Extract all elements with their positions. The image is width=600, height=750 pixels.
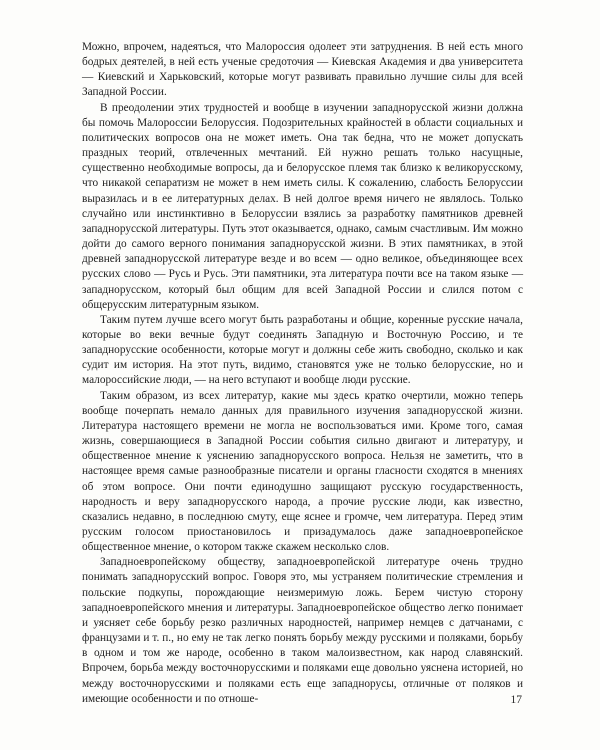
paragraph-2: В преодолении этих трудностей и вообще в изучении западнорусской жизни должна бы помочь Малороссии Белоруссия. Подозрительных крайностей в области социальных и политических вопросов она не может иметь. Она так бедна, что не может допускать праздных теорий, отвлеченных мечтаний. Ей нужно решать только насущные, существенно необходимые вопросы, да и белорусское племя так близко к великорусскому, что никакой сепаратизм не может в нем иметь силы. К сожалению, слабость Белоруссии выразилась и в ее литературных делах. В ней долгое время ничего не являлось. Только случайно или инстинктивно в Белоруссии взялись за разработку памятников древней западнорусской литературы. Путь этот оказывается, однако, самым счастливым. Им можно дойти до самого верного понимания западнорусской жизни. В этих памятниках, в этой древней западнорусской литературе везде и во всем — одно великое, объединяющее всех русских слово — Русь и Русь. Эти памятники, эта литература почти все на таком языке — западнорусском, который был общим для всей Западной России и слился потом с общерусским литературным языком. <box>82 101 523 311</box>
paragraph-5: Западноевропейскому обществу, западноевропейской литературе очень трудно понимать западнорусский вопрос. Говоря это, мы устраняем политические стремления и польские подкупы, порождающие неизмеримую ложь. Берем чистую сторону западноевропейского мнения и литературы. Западноевропейское общество легко понимает и уясняет себе борьбу резко различных народностей, например немцев с датчанами, с французами и т. п., но ему не так легко понять борьбу между русскими и поляками, борьбу в одном и том же народе, особенно в таком малоизвестном, как народ славянский. Впрочем, борьба между восточнорусскими и поляками еще довольно уяснена историей, но между восточнорусскими и поляками есть еще западнорусы, отличные от поляков и имеющие особенности и по отноше- <box>82 556 523 705</box>
page-number: 17 <box>510 694 522 706</box>
paragraph-1: Можно, впрочем, надеяться, что Малороссия одолеет эти затруднения. В ней есть много бодрых деятелей, в ней есть ученые средоточия — Киевская Академия и два университета — Киевский и Харьковский, которые могут развивать правильно лучшие силы для всей Западной России. <box>82 41 523 99</box>
paragraph-4: Таким образом, из всех литератур, какие мы здесь кратко очертили, можно теперь вообще почерпать немало данных для правильного изучения западнорусской жизни. Литература настоящего времени не могла не воспользоваться ими. Кроме того, самая жизнь, совершающиеся в Западной России события сильно двигают и литературу, и общественное мнение к уяснению западнорусского вопроса. Нельзя не заметить, что в настоящее время самые разнообразные писатели и органы гласности сходятся в мнениях об этом вопросе. Они почти единодушно защищают русскую государственность, народность и веру западнорусского народа, а прочие русские люди, как известно, сказались недавно, в последнюю смуту, еще яснее и громче, чем литература. Перед этим русским голосом приостановилось и призадумалось даже западноевропейское общественное мнение, о котором также скажем несколько слов. <box>82 389 523 554</box>
paragraph-3: Таким путем лучше всего могут быть разработаны и общие, коренные русские начала, которые во веки вечные будут соединять Западную и Восточную Россию, и те западнорусские особенности, которые могут и должны себе жить свободно, сколько и как судит им история. На этот путь, видимо, становятся уже не только белорусские, но и малороссийские люди, — на него вступают и вообще люди русские. <box>82 313 523 387</box>
body-text <box>82 40 523 707</box>
